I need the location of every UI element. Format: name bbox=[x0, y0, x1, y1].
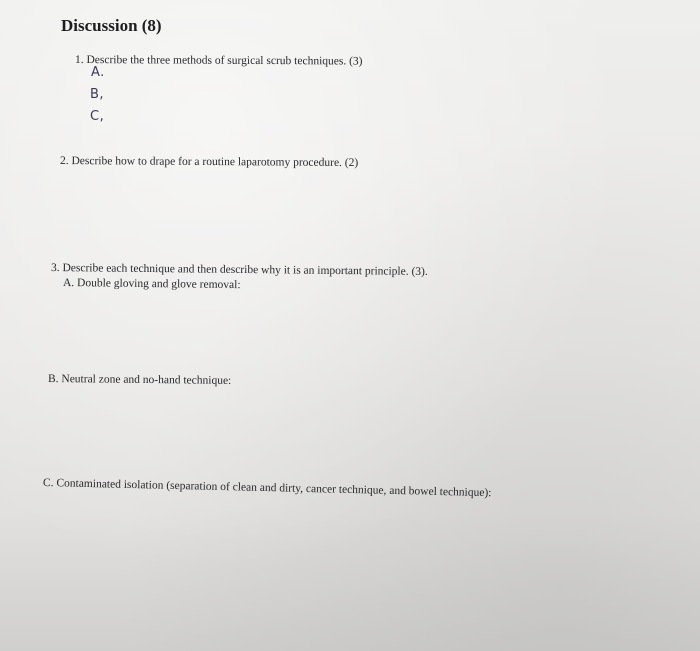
question-3-part-a: A. Double gloving and glove removal: bbox=[62, 277, 241, 292]
question-3-part-b: B. Neutral zone and no-hand technique: bbox=[47, 373, 232, 387]
question-2: 2. Describe how to drape for a routine laparotomy procedure. (2) bbox=[59, 155, 359, 170]
question-3: 3. Describe each technique and then describe why it is an important principle. (3). bbox=[50, 262, 428, 278]
question-1: 1. Describe the three methods of surgical scrub techniques. (3) bbox=[74, 54, 363, 68]
question-3-part-c: C. Contaminated isolation (separation of clean and dirty, cancer technique, and bowel technique): bbox=[42, 477, 492, 500]
section-heading: Discussion (8) bbox=[61, 16, 162, 35]
handwritten-answer-b: B, bbox=[90, 87, 105, 102]
handwritten-answer-c: C, bbox=[90, 109, 105, 124]
handwritten-answer-a: A. bbox=[91, 65, 105, 80]
